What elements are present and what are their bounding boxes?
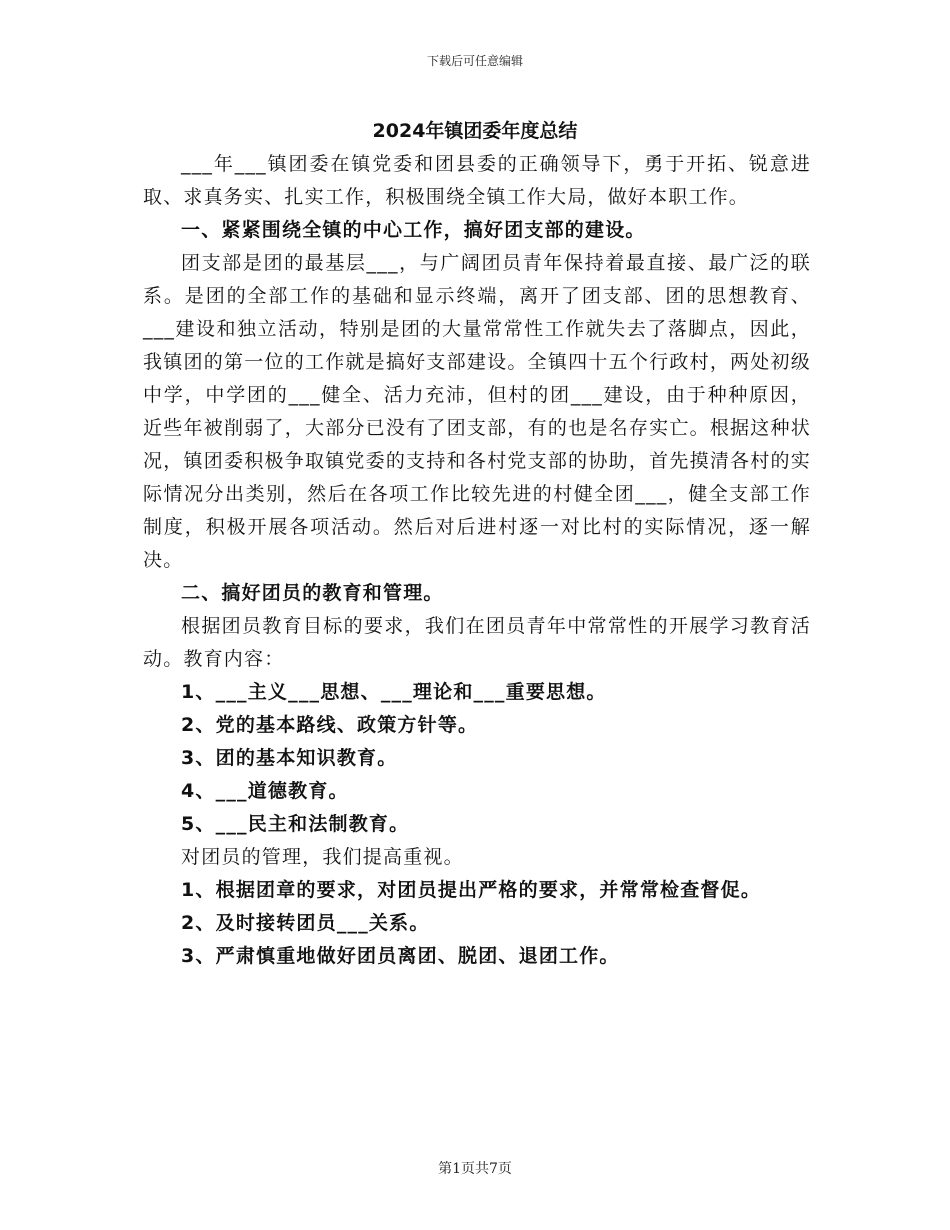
education-item-4: 4、___道德教育。 [181,780,349,802]
education-item-1: 1、___主义___思想、___理论和___重要思想。 [181,681,607,703]
management-item-1: 1、根据团章的要求，对团员提出严格的要求，并常常检查督促。 [181,879,762,901]
education-item-3: 3、团的基本知识教育。 [181,747,398,769]
management-intro: 对团员的管理，我们提高重视。 [181,846,464,868]
education-item-2: 2、党的基本路线、政策方针等。 [181,714,479,736]
intro-paragraph: ___年___镇团委在镇党委和团县委的正确领导下，勇于开拓、锐意进取、求真务实、扎实工作，积极围绕全镇工作大局，做好本职工作。 [143,153,811,208]
section-2-paragraph: 根据团员教育目标的要求，我们在团员青年中常常性的开展学习教育活动。教育内容： [143,615,811,670]
page-footer: 第1页共7页 [438,1161,512,1177]
section-1-paragraph: 团支部是团的最基层___，与广阔团员青年保持着最直接、最广泛的联系。是团的全部工作的基础和显示终端，离开了团支部、团的思想教育、___建设和独立活动，特别是团的大量常常性工作就失去了落脚点，因此，我镇团的第一位的工作就是搞好支部建设。全镇四十五个行政村，两处初级中学，中学团的___健全、活力充沛，但村的团___建设，由于种种原因，近些年被削弱了，大部分已没有了团支部，有的也是名存实亡。根据这种状况，镇团委积极争取镇党委的支持和各村党支部的协助，首先摸清各村的实际情况分出类别，然后在各项工作比较先进的村健全团___，健全支部工作制度，积极开展各项活动。然后对后进村逐一对比村的实际情况，逐一解决。 [143,252,811,571]
document-body [143,148,811,973]
management-item-3: 3、严肃慎重地做好团员离团、脱团、退团工作。 [181,945,620,967]
management-item-2: 2、及时接转团员___关系。 [181,912,430,934]
section-heading-1: 一、紧紧围绕全镇的中心工作，搞好团支部的建设。 [181,219,646,241]
document-title: 2024年镇团委年度总结 [372,120,578,142]
page-header: 下载后可任意编辑 [426,54,523,68]
section-heading-2: 二、搞好团员的教育和管理。 [181,582,444,604]
education-item-5: 5、___民主和法制教育。 [181,813,410,835]
